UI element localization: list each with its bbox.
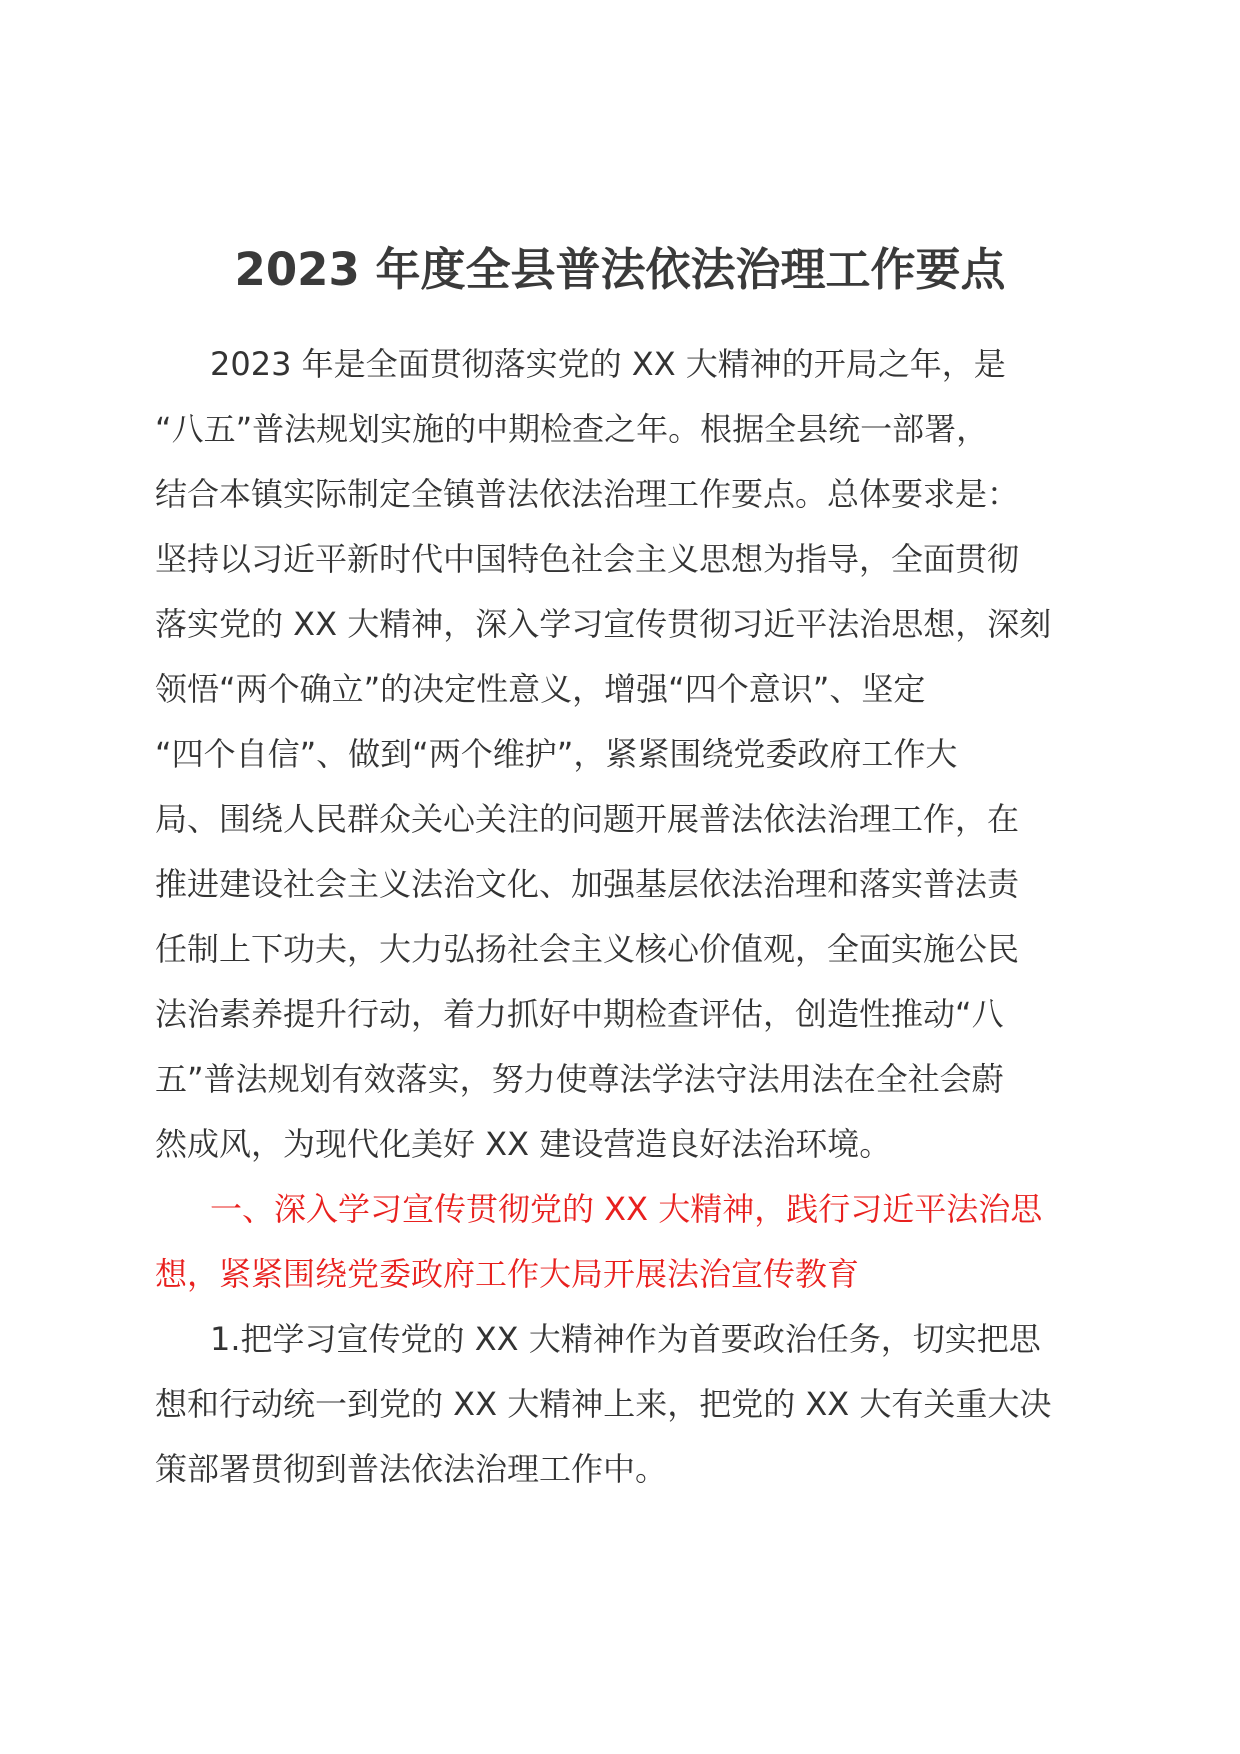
item-line: 1.把学习宣传党的 XX 大精神作为首要政治任务，切实把思 xyxy=(210,1320,1041,1358)
document-body xyxy=(155,332,1085,1502)
item-line: 想和行动统一到党的 XX 大精神上来，把党的 XX 大有关重大决 xyxy=(155,1385,1052,1423)
intro-line: 领悟“两个确立”的决定性意义，增强“四个意识”、坚定 xyxy=(155,670,926,708)
intro-line: 坚持以习近平新时代中国特色社会主义思想为指导，全面贯彻 xyxy=(155,540,1020,578)
intro-line: 落实党的 XX 大精神，深入学习宣传贯彻习近平法治思想，深刻 xyxy=(155,605,1052,643)
document-title: 2023 年度全县普法依法治理工作要点 xyxy=(234,243,1006,296)
intro-line: “四个自信”、做到“两个维护”，紧紧围绕党委政府工作大 xyxy=(155,735,958,773)
intro-line: 2023 年是全面贯彻落实党的 XX 大精神的开局之年，是 xyxy=(210,345,1006,383)
intro-line: 五”普法规划有效落实，努力使尊法学法守法用法在全社会蔚 xyxy=(155,1060,1004,1098)
intro-paragraph xyxy=(155,332,1085,1177)
intro-line: 推进建设社会主义法治文化、加强基层依法治理和落实普法责 xyxy=(155,865,1020,903)
intro-line: 结合本镇实际制定全镇普法依法治理工作要点。总体要求是： xyxy=(155,475,1020,513)
intro-line: 局、围绕人民群众关心关注的问题开展普法依法治理工作，在 xyxy=(155,800,1020,838)
section-heading-line: 一、深入学习宣传贯彻党的 XX 大精神，践行习近平法治思 xyxy=(210,1190,1043,1228)
intro-line: 任制上下功夫，大力弘扬社会主义核心价值观，全面实施公民 xyxy=(155,930,1020,968)
section-heading-line: 想，紧紧围绕党委政府工作大局开展法治宣传教育 xyxy=(155,1255,860,1293)
item-1-paragraph xyxy=(155,1307,1085,1502)
section-1-heading xyxy=(155,1177,1085,1307)
intro-line: 法治素养提升行动，着力抓好中期检查评估，创造性推动“八 xyxy=(155,995,1004,1033)
intro-line: “八五”普法规划实施的中期检查之年。根据全县统一部署， xyxy=(155,410,989,448)
item-line: 策部署贯彻到普法依法治理工作中。 xyxy=(155,1450,668,1488)
intro-line: 然成风，为现代化美好 XX 建设营造良好法治环境。 xyxy=(155,1125,892,1163)
